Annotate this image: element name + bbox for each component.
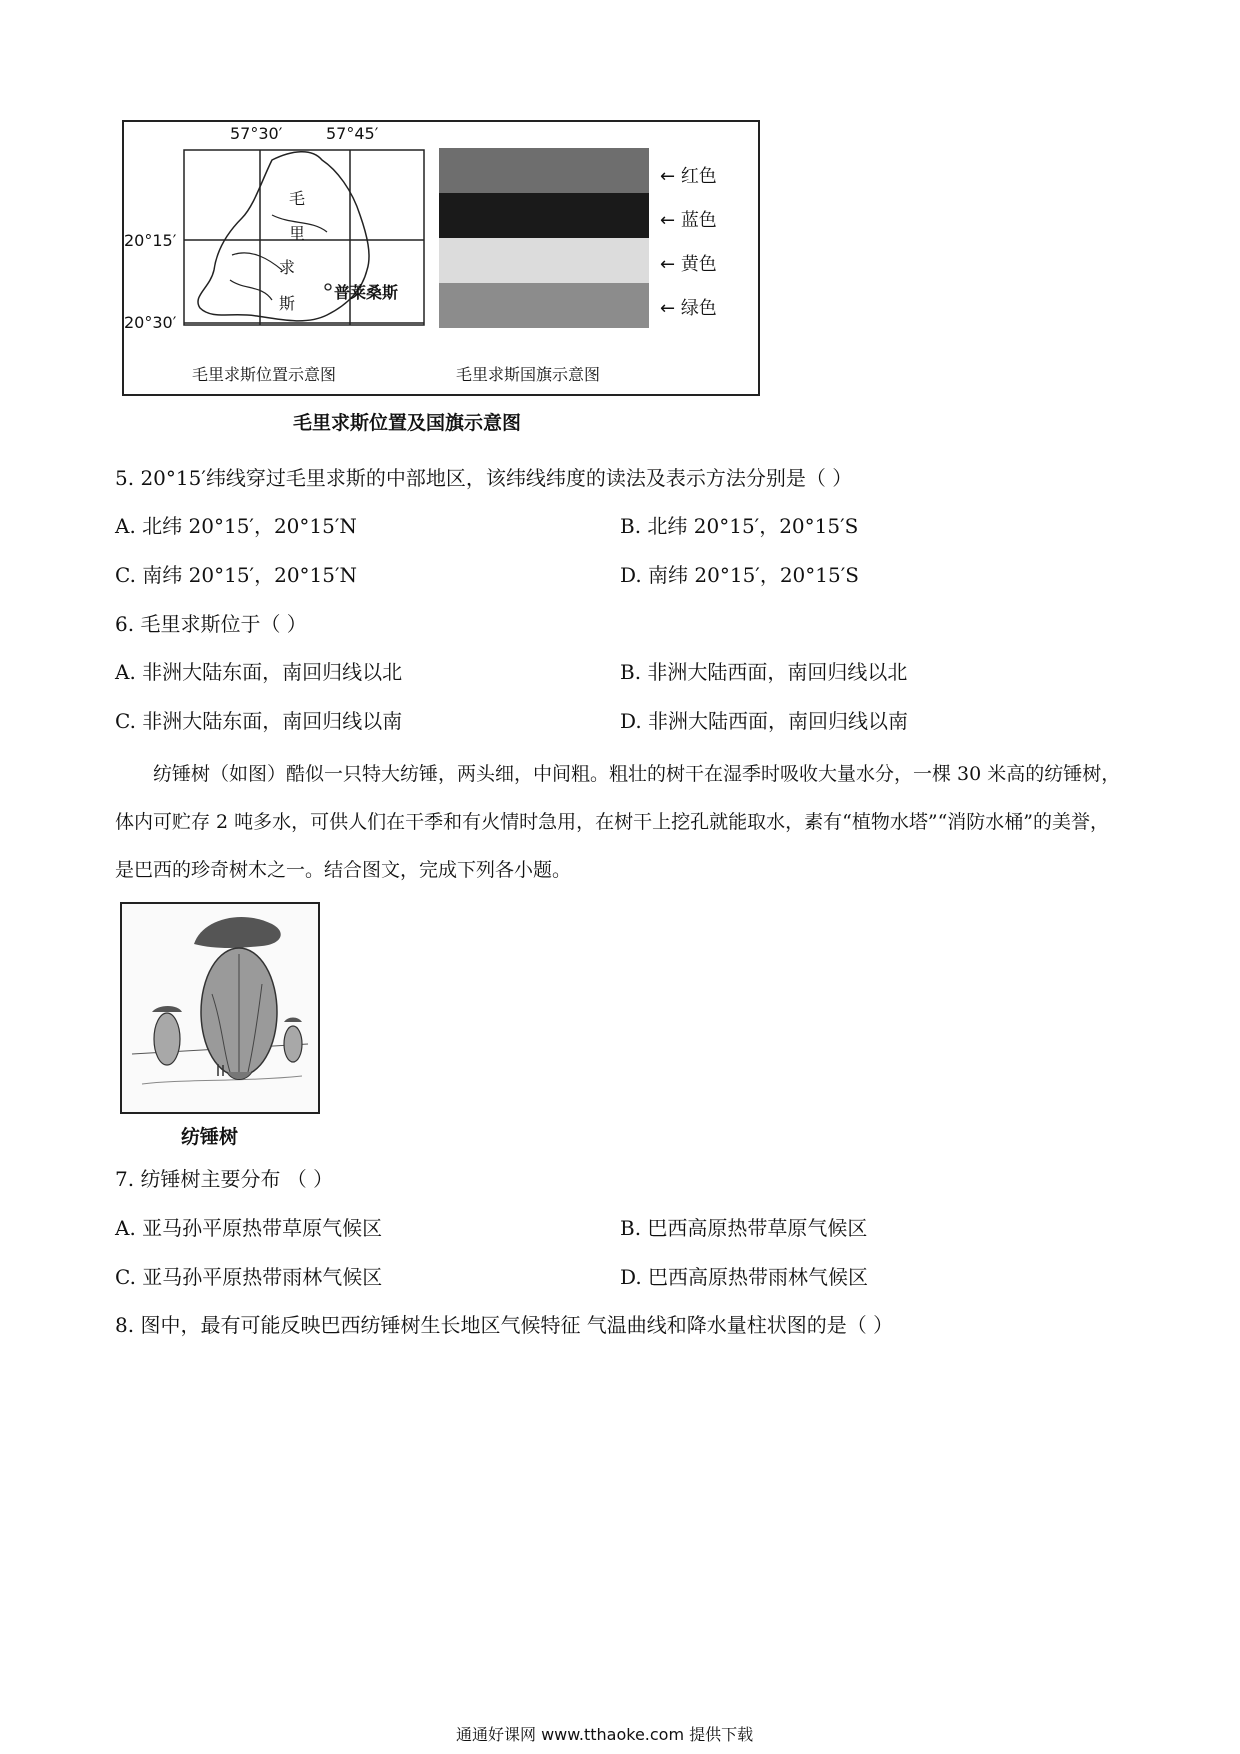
lon-label-2: 57°45′ [326,124,379,143]
flag-label-green: ← 绿色 [660,298,717,319]
q7-option-c: C. 亚马孙平原热带雨林气候区 [115,1265,383,1289]
q5-option-c: C. 南纬 20°15′，20°15′N [115,563,358,587]
bottle-tree-illustration [122,904,318,1112]
arrow-left-icon: ← [660,210,681,231]
map-caption: 毛里求斯位置示意图 [192,365,337,384]
figure2-frame [120,902,320,1114]
q5-option-b: B. 北纬 20°15′，20°15′S [620,514,859,538]
flag-caption: 毛里求斯国旗示意图 [456,365,601,384]
island-char-2: 里 [289,224,306,243]
flag-stripe-red [439,148,649,193]
q6-option-c: C. 非洲大陆东面，南回归线以南 [115,709,403,733]
q6-option-a: A. 非洲大陆东面，南回归线以北 [115,660,403,684]
lat-label-2: 20°30′ [124,313,177,332]
q5-option-d: D. 南纬 20°15′，20°15′S [620,563,859,587]
flag-label-yellow: ← 黄色 [660,254,717,275]
page-footer: 通通好课网 www.tthaoke.com 提供下载 [456,1725,754,1744]
flag [439,148,649,328]
q6-stem: 6. 毛里求斯位于（ ） [115,612,307,636]
q5-stem: 5. 20°15′纬线穿过毛里求斯的中部地区，该纬线纬度的读法及表示方法分别是（ ） [115,466,853,490]
flag-label-blue: ← 蓝色 [660,210,717,231]
q7-option-a: A. 亚马孙平原热带草原气候区 [115,1216,383,1240]
arrow-left-icon: ← [660,166,681,187]
flag-stripe-blue [439,193,649,238]
q6-option-b: B. 非洲大陆西面，南回归线以北 [620,660,908,684]
flag-label-red: ← 红色 [660,166,717,187]
arrow-left-icon: ← [660,298,681,319]
island-char-4: 斯 [279,294,296,313]
q7-option-b: B. 巴西高原热带草原气候区 [620,1216,868,1240]
lon-label-1: 57°30′ [230,124,283,143]
figure1-caption: 毛里求斯位置及国旗示意图 [293,412,522,434]
city-label: 普莱桑斯 [334,283,399,302]
q5-option-a: A. 北纬 20°15′，20°15′N [115,514,357,538]
island-char-3: 求 [279,258,296,277]
passage: 纺锤树（如图）酷似一只特大纺锤，两头细，中间粗。粗壮的树干在湿季时吸收大量水分，一棵 30 米高的纺锤树，体内可贮存 2 吨多水，可供人们在干季和有火情时急用，在树干上挖孔就能取水，素有“植物水塔”“消防水桶”的美誉，是巴西的珍奇树木之一。结合图文，完成下列各小题。 [115,763,1121,881]
flag-stripe-yellow [439,238,649,283]
lat-label-1: 20°15′ [124,231,177,250]
q6-option-d: D. 非洲大陆西面，南回归线以南 [620,709,909,733]
arrow-left-icon: ← [660,254,681,275]
q7-option-d: D. 巴西高原热带雨林气候区 [620,1265,869,1289]
island-char-1: 毛 [289,189,306,208]
q8-stem: 8. 图中，最有可能反映巴西纺锤树生长地区气候特征 气温曲线和降水量柱状图的是（ ） [115,1313,894,1337]
q7-stem: 7. 纺锤树主要分布 （ ） [115,1167,334,1191]
figure2-caption: 纺锤树 [181,1126,239,1148]
flag-stripe-green [439,283,649,328]
